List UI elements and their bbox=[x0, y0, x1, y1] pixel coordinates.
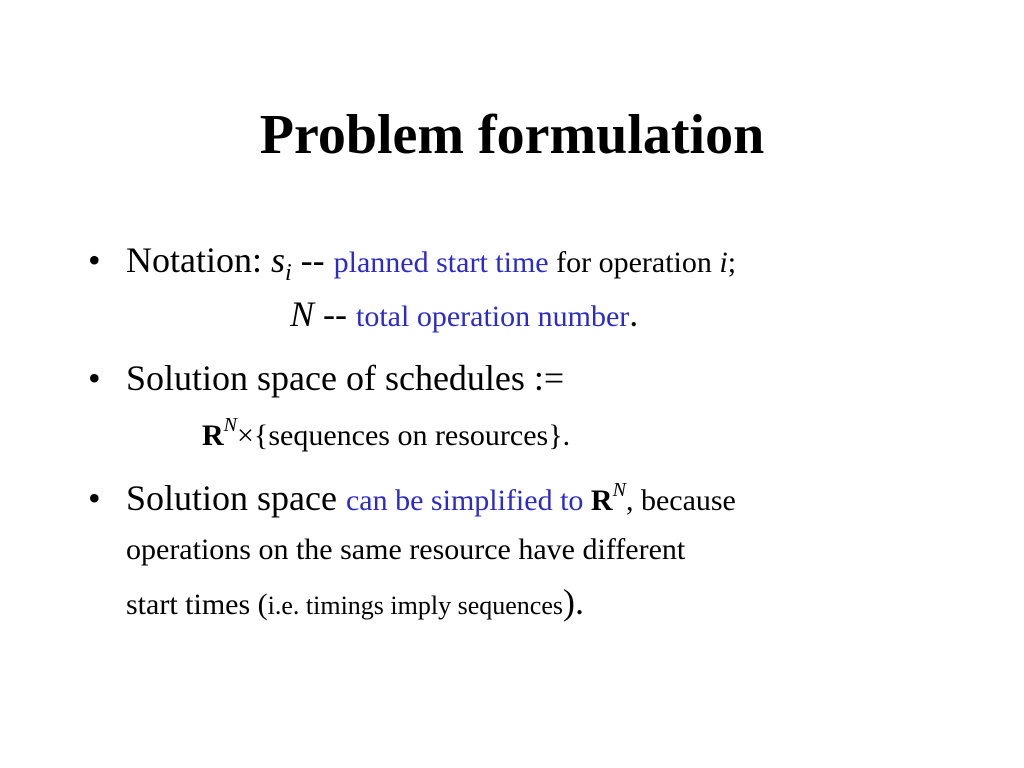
solution-space: Solution space bbox=[126, 478, 346, 518]
bullet-3-line-1 bbox=[126, 476, 736, 528]
timings-imply-sequences: i.e. timings imply sequences bbox=[267, 591, 563, 620]
var-s: s bbox=[270, 240, 285, 280]
sup-N-2: N bbox=[612, 479, 626, 501]
dash-1: -- bbox=[291, 240, 334, 280]
bullet-3-marker: • bbox=[88, 478, 101, 518]
notation-label: Notation: bbox=[126, 240, 271, 280]
bullet-1-marker: • bbox=[88, 240, 101, 280]
operations-line: operations on the same resource have different bbox=[126, 533, 686, 566]
sequences-on-resources: ×{sequences on resources}. bbox=[237, 419, 571, 452]
bullet-2-line-1 bbox=[126, 356, 564, 408]
var-i: i bbox=[719, 246, 728, 279]
bullet-3-line-3 bbox=[126, 580, 584, 632]
sup-N: N bbox=[223, 414, 238, 436]
bullet-1-line-2 bbox=[290, 292, 638, 344]
var-N: N bbox=[290, 294, 315, 334]
dash-2: -- bbox=[314, 294, 356, 334]
closing-paren: ). bbox=[562, 582, 584, 622]
real-R: R bbox=[202, 419, 224, 452]
bullet-3-line-2 bbox=[126, 528, 685, 577]
planned-start-time: planned start time bbox=[333, 246, 549, 279]
because: , because bbox=[625, 484, 736, 517]
for-operation: for operation bbox=[548, 246, 720, 279]
bullet-2-line-2 bbox=[202, 414, 570, 463]
slide-title: Problem formulation bbox=[259, 104, 765, 166]
bullet-1-line-1 bbox=[126, 238, 736, 290]
real-R-2: R bbox=[590, 484, 613, 517]
period: . bbox=[629, 294, 639, 334]
start-times: start times ( bbox=[126, 588, 268, 621]
solution-space-of-schedules: Solution space of schedules := bbox=[126, 358, 565, 398]
sub-i: i bbox=[285, 260, 292, 286]
bullet-2-marker: • bbox=[88, 358, 101, 398]
total-operation-number: total operation number bbox=[356, 300, 630, 333]
semicolon: ; bbox=[727, 246, 737, 279]
can-be-simplified: can be simplified to bbox=[345, 484, 591, 517]
